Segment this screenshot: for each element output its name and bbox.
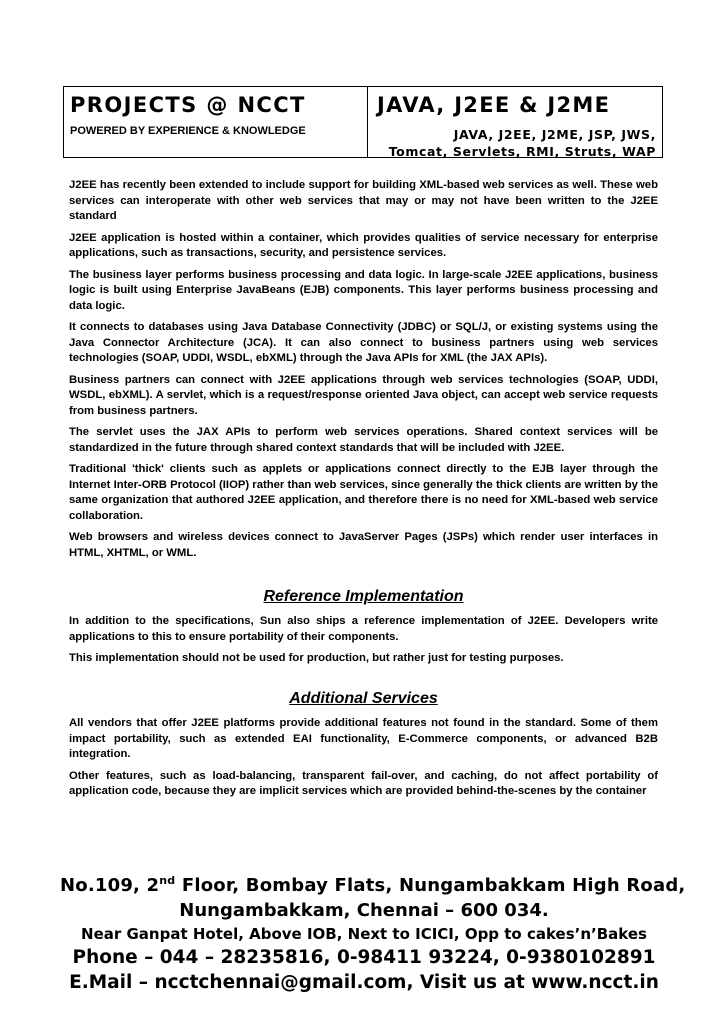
landmark-line: Near Ganpat Hotel, Above IOB, Next to ICICI, Opp to cakes’n’Bakes (81, 925, 647, 943)
company-title: PROJECTS @ NCCT (70, 93, 306, 117)
reference-heading: Reference Implementation (263, 588, 464, 605)
paragraph: The business layer performs business processing and data logic. In large-scale J2EE applications, business logic is built using Enterprise JavaBeans (EJB) components. This layer performs business processing and data logic. (69, 268, 658, 312)
header-left-cell (64, 87, 368, 157)
reference-section (69, 614, 658, 673)
paragraph: Web browsers and wireless devices connect to JavaServer Pages (JSPs) which render user interfaces in HTML, XHTML, or WML. (69, 531, 658, 559)
topic-title: JAVA, J2EE & J2ME (377, 93, 611, 117)
company-tagline: POWERED BY EXPERIENCE & KNOWLEDGE (70, 125, 306, 137)
phone-line: Phone – 044 – 28235816, 0-98411 93224, 0-9380102891 (72, 947, 656, 968)
header-right-cell (368, 87, 662, 157)
additional-section (69, 716, 658, 806)
paragraph: This implementation should not be used for production, but rather just for testing purposes. (69, 652, 564, 664)
intro-section (69, 178, 658, 567)
paragraph: Traditional 'thick' clients such as applets or applications connect directly to the EJB layer through the Internet Inter-ORB Protocol (IIOP) rather than web services, since generally the thick clients are written by the same organization that authored J2EE application, and therefore there is no need for XML-based web service collaboration. (69, 463, 658, 522)
paragraph: In addition to the specifications, Sun also ships a reference implementation of J2EE. Developers write applications to this to ensure portability of their components. (69, 615, 658, 643)
city-line: Nungambakkam, Chennai – 600 034. (179, 900, 549, 921)
email-line: E.Mail – ncctchennai@gmail.com, Visit us at www.ncct.in (69, 972, 659, 993)
topic-list-line1: JAVA, J2EE, J2ME, JSP, JWS, (453, 127, 656, 142)
header-box (63, 86, 663, 158)
topic-list-line2: Tomcat, Servlets, RMI, Struts, WAP (388, 144, 656, 159)
paragraph: The servlet uses the JAX APIs to perform web services operations. Shared context services will be standardized in the future through shared context standards that will be included with J2EE. (69, 426, 658, 454)
paragraph: Other features, such as load-balancing, transparent fail-over, and caching, do not affect portability of application code, because they are implicit services which are provided behind-the-scenes by the container (69, 769, 658, 797)
contact-footer (60, 868, 686, 996)
paragraph: Business partners can connect with J2EE applications through web services technologies (SOAP, UDDI, WSDL, ebXML). A servlet, which is a request/response oriented Java object, can accept web service requests from business partners. (69, 373, 658, 417)
paragraph: J2EE has recently been extended to include support for building XML-based web services as well. These web services can interoperate with other web services that may or may not have been written to the J2EE standard (69, 179, 658, 222)
paragraph: All vendors that offer J2EE platforms provide additional features not found in the standard. Some of them impact portability, such as extended EAI functionality, E-Commerce components, or advanced B2B integration. (69, 717, 658, 760)
additional-heading: Additional Services (289, 690, 438, 707)
paragraph: J2EE application is hosted within a container, which provides qualities of service necessary for enterprise applications, such as transactions, security, and persistence services. (69, 231, 658, 259)
paragraph: It connects to databases using Java Database Connectivity (JDBC) or SQL/J, or existing systems using the Java Connector Architecture (JCA). It can also connect to business partners using web services technologies (SOAP, UDDI, WSDL, ebXML) through the Java APIs for XML (the JAX APIs). (69, 321, 658, 364)
address-line: No.109, 2nd Floor, Bombay Flats, Nungambakkam High Road, (60, 874, 686, 896)
